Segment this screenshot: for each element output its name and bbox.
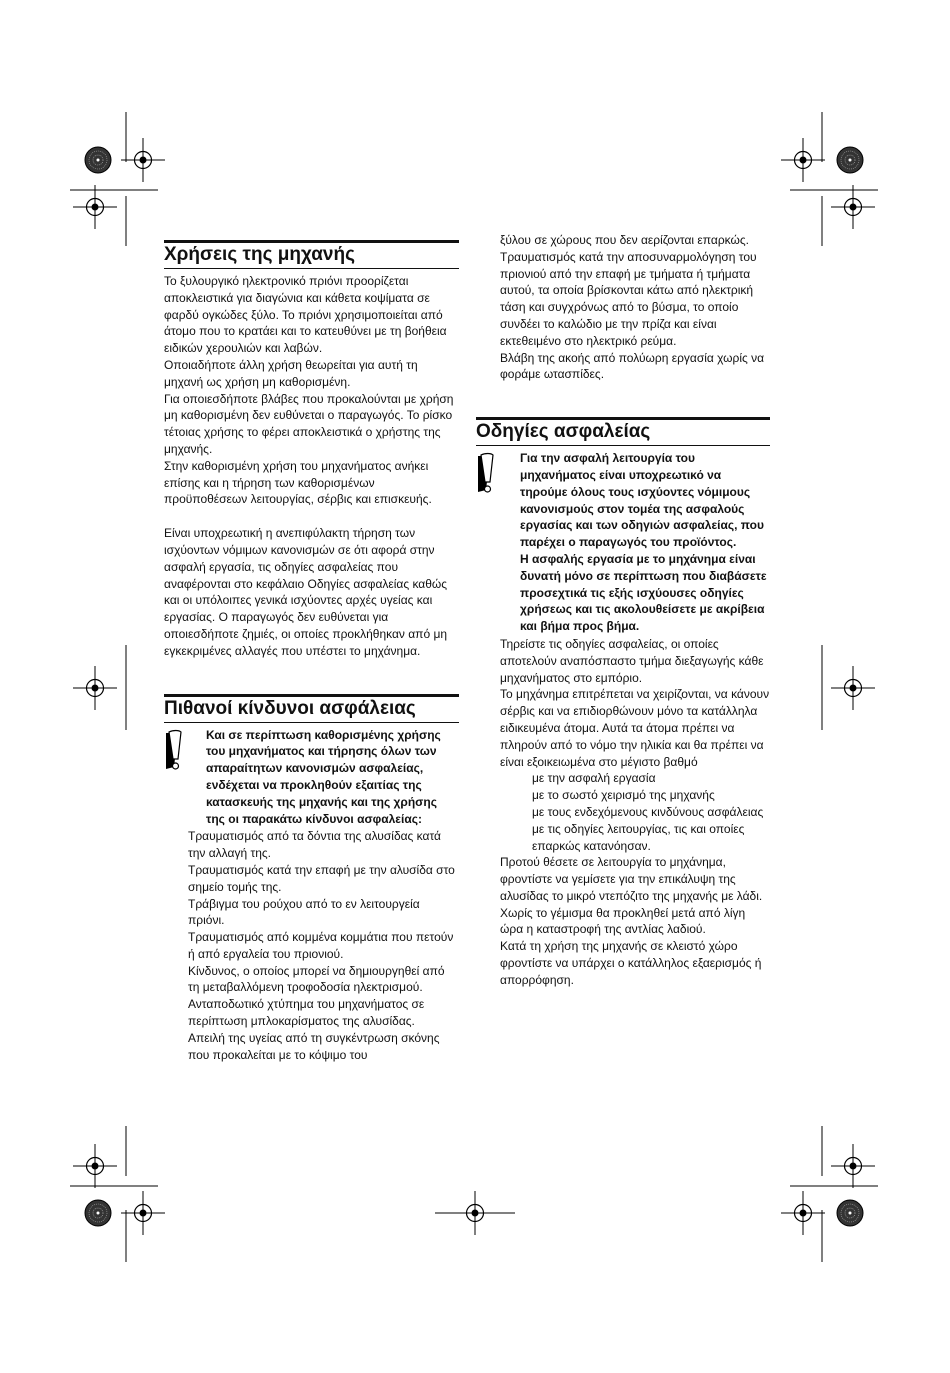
section-title-uses: Χρήσεις της μηχανής [164, 240, 459, 269]
section-title-risks: Πιθανοί κίνδυνοι ασφάλειας [164, 694, 459, 723]
safety-warning-text-1: Για την ασφαλή λειτουργία του μηχανήματος είναι υποχρεωτικό να τηρούμε όλους τους ισχύοντες νόμιμους κανονισμούς στον τομέα της ασφαλούς εργασίας και των οδηγιών ασφαλείας, που παρέχει ο παραγωγός του προϊόντος. [520, 451, 764, 550]
safety-para-3: Προτού θέσετε σε λειτουργία το μηχάνημα, φροντίστε να γεμίσετε για την επικάλυψη της αλυσίδας το μικρό ντεπόζιτο της μηχανής με λάδι. Χωρίς το γέμισμα θα προκληθεί μετά από λίγη ώρα η καταστροφή της αντλίας λαδιού. [500, 855, 763, 937]
uses-para-3: Για οποιεσδήποτε βλάβες που προκαλούνται με χρήση μη καθορισμένη δεν ευθύνεται ο παραγωγός. Το ρίσκο τέτοιας χρήσης το φέρει αποκλειστικά ο χρήστης της μηχανής. [164, 391, 454, 456]
safety-para-2: Το μηχάνημα επιτρέπεται να χειρίζονται, να κάνουν σέρβις και να επιδιορθώνουν μόνο τα κατάλληλα ειδικευμένα άτομα. Αυτά τα άτομα πρέπει να πληρούν από το νόμο την ηλικία και θα πρέπει να είναι εξοικειωμένα στο μέγιστο βαθμό [500, 687, 770, 769]
risk-cont-2: Τραυματισμός κατά την αποσυναρμολόγηση του πριονιού από την επαφή με τμήματα ή τμήματα αυτού, τα οποία βρίσκονται κάτω από ηλεκτρική τάση και συγχρόνως από το βύσμα, το οποίο συνδέει το καλώδιο με την πρίζα και είναι εκτεθειμένο στο ηλεκτρικό ρεύμα. [500, 249, 757, 348]
list-item: Απειλή της υγείας από τη συγκέντρωση σκόνης που προκαλείται με το κόψιμο του [188, 1030, 440, 1062]
warning-exclamation-icon [164, 729, 202, 773]
list-item: Κίνδυνος, ο οποίος μπορεί να δημιουργηθεί από τη μεταβαλλόμενη τροφοδοσία ηλεκτρισμού. [188, 963, 445, 995]
section-title-safety: Οδηγίες ασφαλείας [476, 417, 770, 446]
safety-list [500, 770, 770, 854]
list-item: με τους ενδεχόμενους κινδύνους ασφάλειας [532, 804, 764, 819]
list-item: Τραυματισμός από κομμένα κομμάτια που πετούν ή από εργαλεία του πριονιού. [188, 930, 454, 961]
list-item: Τραυματισμός από τα δόντια της αλυσίδας κατά την αλλαγή της. [188, 829, 441, 861]
risks-warning [164, 727, 459, 828]
list-item: Τραυματισμός κατά την επαφή με την αλυσίδα στο σημείο τομής της. [188, 862, 455, 894]
left-column [164, 240, 459, 1063]
uses-para-1: Το ξυλουργικό ηλεκτρονικό πριόνι προορίζεται αποκλειστικά για διαγώνια και κάθετα κοψίματα σε φαρδύ ογκώδες ξύλο. Το πριόνι χρησιμοποιείται από άτομο που το κρατάει και το κατευθύνει με τη βοήθεια ειδικών χερουλιών και λαβών. [164, 274, 447, 356]
risk-cont-1: ξύλου σε χώρους που δεν αερίζονται επαρκώς. [500, 233, 749, 247]
risks-warning-text: Και σε περίπτωση καθορισμένης χρήσης του μηχανήματος και τήρησης όλων των απαραίτητων κανονισμών ασφαλείας, ενδέχεται να προκληθούν εξαιτίας της κατασκευής της μηχανής και της χρήσης της οι παρακάτω κίνδυνοι ασφαλείας: [206, 727, 441, 826]
safety-para-4: Κατά τη χρήση της μηχανής σε κλειστό χώρο φροντίστε να υπάρχει ο κατάλληλος εξαερισμός ή απορρόφηση. [500, 939, 762, 987]
list-item: Τράβιγμα του ρούχου από το εν λειτουργεία πριόνι. [188, 896, 420, 928]
list-item: με το σωστό χειρισμό της μηχανής [532, 788, 715, 803]
list-item: Ανταποδωτικό χτύπημα του μηχανήματος σε περίπτωση μπλοκαρίσματος της αλυσίδας. [188, 997, 425, 1029]
right-column [476, 232, 770, 989]
safety-para-1: Τηρείστε τις οδηγίες ασφαλείας, οι οποίες αποτελούν αναπόσπαστο τμήμα διεξαγωγής κάθε μηχανήματος στο εμπόριο. [500, 636, 764, 685]
warning-exclamation-icon [476, 452, 514, 496]
list-item: με τις οδηγίες λειτουργίας, τις και οποίες επαρκώς κατανόησαν. [532, 821, 745, 853]
list-item: με την ασφαλή εργασία [532, 771, 656, 786]
risk-cont-3: Βλάβη της ακοής από πολύωρη εργασία χωρίς να φοράμε ωτασπίδες. [500, 350, 765, 382]
uses-para-4: Στην καθορισμένη χρήση του μηχανήματος ανήκει επίσης και η τήρηση των καθορισμένων προϋποθέσεων λειτουργίας, σέρβις και επισκευής. [164, 458, 432, 507]
uses-para-5: Είναι υποχρεωτική η ανεπιφύλακτη τήρηση των ισχύοντων νόμιμων κανονισμών σε ότι αφορά στην ασφαλή εργασία, τις οδηγίες ασφαλείας που αναφέρονται στο κεφάλαιο Οδηγίες ασφαλείας καθώς και οι υπόλοιπες γενικά ισχύοντες αρχές υγείας και εργασίας. Ο παραγωγός δεν ευθύνεται για οποιεσδήποτε ζημιές, οι οποίες προκλήθηκαν από μη εγκεκριμένες αλλαγές που υπέστει το μηχάνημα. [164, 526, 448, 658]
safety-warning-text-2: Η ασφαλής εργασία με το μηχάνημα είναι δυνατή μόνο σε περίπτωση που διαβάσετε προσεχτικά τις εξής ισχύουσες οδηγίες χρήσεως και τις ακολουθείσετε με ακρίβεια και βήμα προς βήμα. [520, 551, 767, 634]
safety-warning [500, 450, 770, 635]
uses-para-2: Οποιαδήποτε άλλη χρήση θεωρείται για αυτή τη μηχανή ως χρήση μη καθορισμένη. [164, 357, 418, 389]
risks-list [164, 828, 459, 1063]
